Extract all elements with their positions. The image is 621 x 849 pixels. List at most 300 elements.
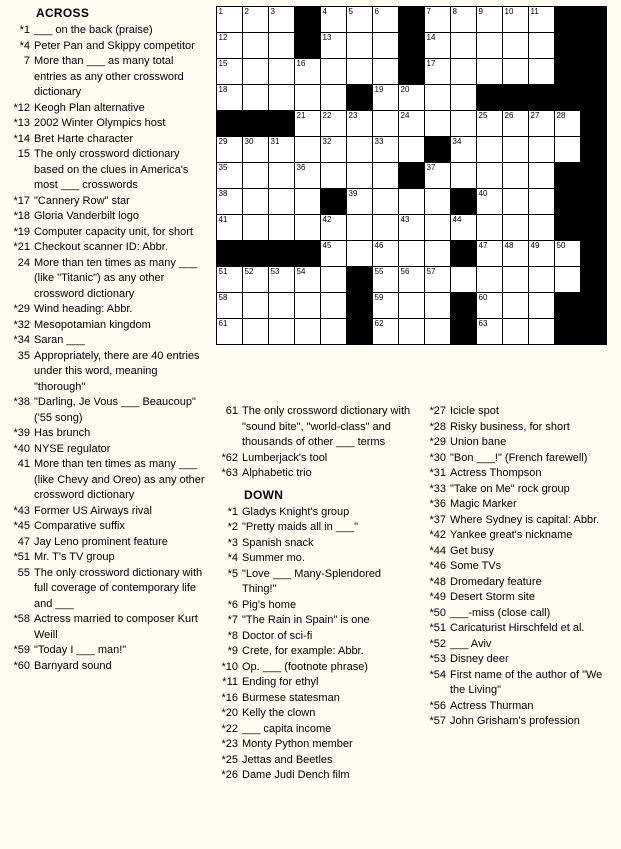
grid-cell-block [555,163,581,189]
grid-cell[interactable] [503,267,529,293]
grid-cell-number: 32 [322,137,332,146]
grid-cell[interactable] [503,215,529,241]
clue-item [216,520,416,536]
grid-cell[interactable] [555,137,581,163]
grid-cell[interactable] [373,137,399,163]
grid-cell[interactable] [503,111,529,137]
grid-cell-number: 47 [478,241,488,250]
grid-cell[interactable] [269,85,295,111]
grid-cell[interactable] [503,33,529,59]
grid-cell[interactable] [295,215,321,241]
grid-cell[interactable] [269,137,295,163]
clue-item [424,559,616,575]
grid-cell[interactable] [373,215,399,241]
grid-cell-block [269,111,295,137]
grid-cell[interactable] [451,137,477,163]
grid-cell[interactable] [347,111,373,137]
clue-number: *27 [429,405,446,417]
grid-cell[interactable] [503,59,529,85]
clue-text: Op. ___ (footnote phrase) [242,660,368,673]
clue-item [8,54,208,101]
clue-number: *48 [429,575,446,588]
grid-cell-number: 16 [296,59,306,68]
grid-cell[interactable] [451,215,477,241]
grid-table[interactable] [216,6,607,345]
clue-item [216,753,416,769]
clue-item [424,699,616,715]
grid-cell[interactable] [217,293,243,319]
clue-text: Some TVs [450,560,502,572]
grid-cell[interactable] [347,137,373,163]
grid-cell[interactable] [373,85,399,111]
grid-cell-number: 12 [218,33,228,42]
grid-cell[interactable] [477,267,503,293]
grid-cell[interactable] [399,137,425,163]
grid-cell[interactable] [477,7,503,33]
grid-cell[interactable] [503,7,529,33]
grid-cell[interactable] [373,59,399,85]
grid-cell-block [321,189,347,215]
clue-text: "Today I ___ man!" [34,644,127,656]
grid-cell[interactable] [295,111,321,137]
clue-number: *46 [429,560,446,572]
grid-cell[interactable] [503,241,529,267]
grid-cell-number: 58 [218,293,228,302]
grid-cell[interactable] [243,85,269,111]
clue-item [216,737,416,753]
grid-cell-number: 18 [218,85,228,94]
grid-cell[interactable] [425,189,451,215]
grid-cell-number: 7 [426,7,431,16]
grid-cell[interactable] [529,189,555,215]
grid-cell[interactable] [503,137,529,163]
grid-cell[interactable] [243,215,269,241]
grid-cell[interactable] [347,189,373,215]
clue-item [216,613,416,629]
clue-text: Kelly the clown [242,707,316,719]
clue-text: Actress Thurman [450,699,534,712]
grid-cell-block [451,319,477,345]
clue-number: *54 [429,668,446,681]
grid-cell[interactable] [269,267,295,293]
grid-cell-block [477,85,503,111]
clue-text: "Darling, Je Vous ___ Beaucoup" ('55 song) [34,396,196,424]
clue-item [216,691,416,707]
grid-cell[interactable] [529,319,555,345]
grid-cell-number: 26 [504,111,514,120]
grid-cell-block [295,241,321,267]
grid-cell[interactable] [425,267,451,293]
grid-cell[interactable] [555,111,581,137]
grid-cell[interactable] [373,7,399,33]
grid-cell[interactable] [217,189,243,215]
grid-cell[interactable] [321,267,347,293]
grid-cell-block [555,33,581,59]
grid-cell[interactable] [295,267,321,293]
clue-number: 35 [17,349,30,362]
clue-item [424,637,616,653]
clue-number: *4 [227,552,238,564]
grid-cell[interactable] [295,163,321,189]
clue-number: *51 [13,551,30,563]
grid-cell-number: 43 [400,215,410,224]
grid-cell-number: 25 [478,111,488,120]
clue-text: Comparative suffix [34,520,125,532]
grid-cell[interactable] [503,189,529,215]
grid-cell-block [347,267,373,293]
bottom-area [0,404,621,849]
grid-cell-number: 19 [374,85,384,94]
grid-cell[interactable] [425,85,451,111]
clue-number: *4 [19,39,30,52]
clue-item [216,551,416,567]
grid-cell[interactable] [477,33,503,59]
grid-cell[interactable] [347,215,373,241]
grid-cell[interactable] [217,85,243,111]
clue-item [8,333,208,349]
grid-cell[interactable] [217,137,243,163]
clue-item [424,435,616,451]
grid-cell[interactable] [321,163,347,189]
grid-cell[interactable] [425,319,451,345]
grid-cell[interactable] [451,85,477,111]
grid-cell[interactable] [451,163,477,189]
grid-cell[interactable] [529,241,555,267]
clue-text: Keogh Plan alternative [34,101,145,114]
grid-cell[interactable] [321,33,347,59]
grid-cell[interactable] [321,215,347,241]
clue-text: "Love ___ Many-Splendored Thing!" [242,567,382,595]
grid-cell[interactable] [477,241,503,267]
grid-cell[interactable] [217,163,243,189]
clue-item [8,302,208,318]
grid-cell-number: 3 [270,7,275,16]
grid-cell-number: 13 [322,33,332,42]
grid-cell[interactable] [243,189,269,215]
grid-cell-number: 17 [426,59,436,68]
grid-cell[interactable] [217,267,243,293]
grid-cell[interactable] [269,293,295,319]
grid-cell[interactable] [243,267,269,293]
clue-text: Caricaturist Hirschfeld et al. [450,622,585,634]
grid-cell[interactable] [399,111,425,137]
clue-item [424,652,616,668]
grid-cell[interactable] [269,7,295,33]
grid-cell[interactable] [347,33,373,59]
grid-row [217,137,607,163]
grid-cell[interactable] [243,163,269,189]
clue-number: *50 [429,606,446,619]
grid-cell[interactable] [217,319,243,345]
grid-cell[interactable] [243,33,269,59]
clue-text: The only crossword dictionary with "sound bite", "world-class" and thousands of other ___ terms [242,405,411,448]
grid-cell[interactable] [529,163,555,189]
clue-text: "Take on Me" rock group [450,482,570,495]
grid-cell[interactable] [269,33,295,59]
grid-cell[interactable] [243,293,269,319]
clue-text: Lumberjack's tool [242,451,328,464]
clue-text: Risky business, for short [450,420,570,433]
grid-cell[interactable] [529,267,555,293]
clue-number: *14 [13,132,30,145]
clue-text: Has brunch [34,427,91,439]
clue-number: 7 [23,55,30,67]
grid-cell[interactable] [321,59,347,85]
grid-cell[interactable] [425,163,451,189]
grid-cell[interactable] [529,137,555,163]
clue-item [216,567,416,598]
grid-cell-number: 46 [374,241,384,250]
grid-cell[interactable] [269,59,295,85]
clue-item [216,660,416,676]
grid-cell[interactable] [373,189,399,215]
grid-cell[interactable] [347,241,373,267]
grid-cell[interactable] [217,59,243,85]
clue-item [424,714,616,730]
clue-number: *6 [227,598,238,611]
grid-cell[interactable] [425,33,451,59]
grid-cell[interactable] [243,137,269,163]
clue-number: *22 [221,722,238,735]
grid-cell[interactable] [477,293,503,319]
grid-cell[interactable] [529,293,555,319]
grid-cell[interactable] [477,137,503,163]
clue-text: Peter Pan and Skippy competitor [34,39,195,52]
grid-cell[interactable] [243,7,269,33]
grid-cell[interactable] [477,111,503,137]
clue-number: 61 [225,405,238,417]
crossword-grid[interactable] [216,6,607,345]
clue-text: Dame Judi Dench film [242,769,350,781]
grid-cell-number: 23 [348,111,358,120]
clue-number: *8 [227,629,238,642]
clue-number: *58 [13,613,30,625]
clue-text: Former US Airways rival [34,504,152,517]
clue-text: Mr. T's TV group [34,551,115,563]
clue-text: First name of the author of "We the Living" [450,668,603,696]
grid-cell-block [425,137,451,163]
grid-cell[interactable] [555,267,581,293]
clue-number: *28 [429,420,446,433]
clue-text: Summer mo. [242,552,305,564]
grid-cell[interactable] [321,293,347,319]
clue-number: *23 [221,738,238,750]
grid-cell[interactable] [477,59,503,85]
grid-cell[interactable] [269,189,295,215]
grid-cell-number: 8 [452,7,457,16]
grid-cell-block [555,7,581,33]
clue-item [424,451,616,467]
clue-item [8,240,208,256]
clue-number: *63 [221,467,238,479]
clue-text: Spanish snack [242,536,314,549]
clue-text: Computer capacity unit, for short [34,225,193,238]
clue-text: ___ Aviv [450,637,492,650]
grid-cell[interactable] [477,189,503,215]
grid-cell[interactable] [295,293,321,319]
clue-number: *18 [13,210,30,222]
grid-cell-block [555,189,581,215]
grid-cell[interactable] [321,137,347,163]
grid-cell[interactable] [399,241,425,267]
grid-cell-block [399,33,425,59]
grid-cell[interactable] [529,7,555,33]
grid-cell[interactable] [451,59,477,85]
grid-cell[interactable] [425,59,451,85]
grid-cell[interactable] [373,111,399,137]
grid-cell[interactable] [295,137,321,163]
grid-cell-block [555,85,581,111]
grid-row [217,215,607,241]
clue-text: Wind heading: Abbr. [34,303,133,315]
grid-cell[interactable] [399,215,425,241]
grid-cell[interactable] [373,293,399,319]
clue-text: Crete, for example: Abbr. [242,645,364,657]
grid-cell[interactable] [399,85,425,111]
grid-cell-number: 20 [400,85,410,94]
grid-cell[interactable] [321,7,347,33]
grid-cell[interactable] [321,111,347,137]
grid-cell[interactable] [399,189,425,215]
grid-cell-block [581,189,607,215]
grid-cell[interactable] [477,215,503,241]
grid-cell[interactable] [373,319,399,345]
grid-cell[interactable] [295,59,321,85]
clue-text: 2002 Winter Olympics host [34,117,166,129]
grid-cell[interactable] [503,319,529,345]
grid-cell-number: 51 [218,267,228,276]
grid-cell-block [269,241,295,267]
grid-cell-block [295,33,321,59]
grid-cell-block [347,319,373,345]
grid-cell[interactable] [529,215,555,241]
clue-text: ___-miss (close call) [450,606,551,619]
clue-item [8,225,208,241]
grid-row [217,33,607,59]
grid-cell[interactable] [321,85,347,111]
clue-number: *31 [429,467,446,479]
grid-cell[interactable] [529,111,555,137]
grid-cell[interactable] [269,319,295,345]
clue-number: *43 [13,504,30,517]
grid-cell[interactable] [373,267,399,293]
grid-cell-block [451,189,477,215]
grid-cell[interactable] [321,319,347,345]
grid-cell[interactable] [451,111,477,137]
grid-cell-number: 59 [374,293,384,302]
grid-cell[interactable] [373,163,399,189]
grid-cell[interactable] [425,7,451,33]
grid-cell-number: 10 [504,7,514,16]
grid-cell-number: 28 [556,111,566,120]
grid-cell-block [555,293,581,319]
grid-cell-number: 40 [478,189,488,198]
grid-cell[interactable] [503,293,529,319]
grid-cell[interactable] [555,241,581,267]
clue-text: Disney deer [450,653,509,665]
clue-item [8,318,208,334]
grid-cell[interactable] [269,215,295,241]
clue-number: *30 [429,451,446,464]
clue-text: More than ___ as many total entries as any other crossword dictionary [34,55,184,98]
clue-number: *38 [13,396,30,408]
grid-cell[interactable] [425,111,451,137]
clue-item [424,482,616,498]
grid-cell[interactable] [217,215,243,241]
grid-cell-number: 55 [374,267,384,276]
clue-number: *62 [221,451,238,464]
clue-text: The only crossword dictionary with full coverage of contemporary life and ___ [34,566,203,610]
grid-cell-number: 27 [530,111,540,120]
grid-cell[interactable] [477,163,503,189]
down-clue-list-part-2 [424,404,616,730]
clue-text: Magic Marker [450,498,517,510]
grid-cell[interactable] [425,215,451,241]
clue-number: *26 [221,769,238,781]
clue-number: *56 [429,699,446,712]
grid-cell[interactable] [295,319,321,345]
grid-cell-number: 35 [218,163,228,172]
clue-item [216,629,416,645]
grid-cell[interactable] [373,33,399,59]
grid-cell-number: 5 [348,7,353,16]
clue-item [8,194,208,210]
grid-cell[interactable] [347,59,373,85]
grid-row [217,189,607,215]
clue-item [8,256,208,303]
grid-cell[interactable] [347,163,373,189]
clue-text: Desert Storm site [450,591,535,603]
grid-cell[interactable] [243,59,269,85]
clue-text: Gloria Vanderbilt logo [34,210,139,222]
grid-cell[interactable] [477,319,503,345]
grid-cell[interactable] [451,267,477,293]
clue-number: *49 [429,591,446,603]
grid-cell-number: 9 [478,7,483,16]
grid-cell[interactable] [295,85,321,111]
grid-cell[interactable] [399,267,425,293]
grid-cell[interactable] [451,7,477,33]
grid-cell[interactable] [295,189,321,215]
grid-cell-block [581,33,607,59]
grid-cell-number: 61 [218,319,228,328]
grid-cell[interactable] [529,33,555,59]
grid-cell[interactable] [321,241,347,267]
down-heading: DOWN [244,487,284,502]
clue-text: Barnyard sound [34,659,112,672]
grid-cell[interactable] [217,33,243,59]
grid-cell-block [581,163,607,189]
grid-cell[interactable] [347,7,373,33]
grid-cell[interactable] [373,241,399,267]
grid-cell[interactable] [529,59,555,85]
grid-cell[interactable] [451,33,477,59]
grid-cell[interactable] [243,319,269,345]
clue-number: *40 [13,442,30,455]
grid-cell[interactable] [425,293,451,319]
grid-cell-number: 36 [296,163,306,172]
clue-text: Dromedary feature [450,575,542,588]
across-heading: ACROSS [36,6,90,20]
grid-cell[interactable] [503,163,529,189]
clue-number: *29 [429,436,446,448]
grid-cell[interactable] [269,163,295,189]
grid-cell[interactable] [217,7,243,33]
clue-item [8,132,208,148]
grid-cell[interactable] [399,319,425,345]
grid-cell[interactable] [425,241,451,267]
grid-cell[interactable] [399,293,425,319]
